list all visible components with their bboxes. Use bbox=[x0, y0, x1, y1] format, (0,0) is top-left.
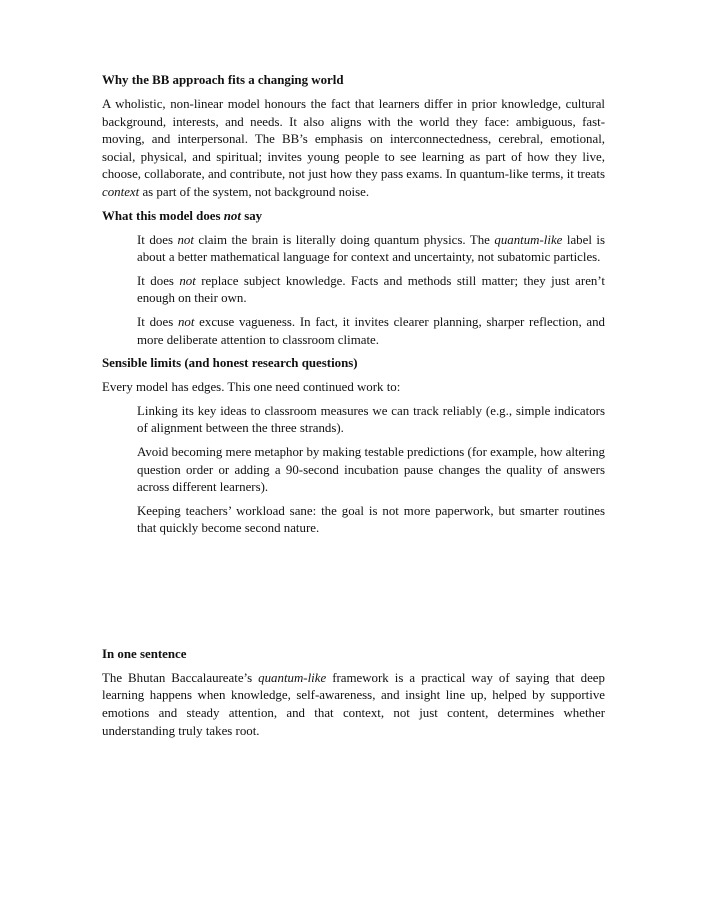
italic-not: not bbox=[179, 273, 196, 288]
text-run: It does bbox=[137, 232, 178, 247]
italic-quantum-like: quantum-like bbox=[494, 232, 563, 247]
text-run: framework is a practical way of saying that deep learning happens when knowledge, self-awareness, and insight line up, helped by supportive emotions and steady attention, and that context, not just content, determines whether understanding truly takes root. bbox=[102, 670, 605, 738]
heading-italic-not: not bbox=[223, 208, 241, 223]
paragraph-summary bbox=[102, 670, 605, 740]
list-item bbox=[137, 314, 605, 349]
list-item bbox=[137, 273, 605, 308]
text-run: It does bbox=[137, 273, 180, 288]
text-run: A wholistic, non-linear model honours the fact that learners differ in prior knowledge, cultural background, interests, and needs. It also aligns with the world they face: ambiguous, fast-moving, and interpersonal. The BB’s emphasis on interconnectedness, cerebral, emotional, social, physical, and spiritual; invites young people to see learning as part of how they live, choose, collaborate, and contribute, not just how they pass exams. In quantum-like terms, it treats bbox=[102, 97, 605, 182]
italic-not: not bbox=[177, 314, 195, 329]
list-item: Keeping teachers’ workload sane: the goal is not more paperwork, but smarter routines that quickly become second nature. bbox=[137, 503, 605, 536]
text-run: The Bhutan Baccalaureate’s bbox=[102, 670, 259, 685]
italic-context: context bbox=[102, 184, 140, 199]
paragraph-limits-intro: Every model has edges. This one need continued work to: bbox=[102, 380, 401, 395]
list-item: Avoid becoming mere metaphor by making testable predictions (for example, how altering question order or adding a 90-second incubation pause changes the quality of answers across different learners). bbox=[137, 444, 605, 495]
text-run: as part of the system, not background noise. bbox=[139, 184, 370, 199]
list-item: Linking its key ideas to classroom measures we can track reliably (e.g., simple indicators of alignment between the three strands). bbox=[137, 403, 605, 436]
italic-quantum-like: quantum-like bbox=[258, 670, 327, 685]
text-run: It does bbox=[137, 314, 178, 329]
heading-text: say bbox=[240, 208, 263, 223]
text-run: claim the brain is literally doing quantum physics. The bbox=[193, 232, 495, 247]
paragraph-bb-approach bbox=[102, 96, 605, 202]
italic-not: not bbox=[177, 232, 194, 247]
list-item bbox=[137, 232, 605, 267]
section-heading-sensible-limits: Sensible limits (and honest research questions) bbox=[102, 356, 358, 371]
section-heading-what-model-does-not-say bbox=[102, 208, 605, 226]
document-page bbox=[102, 72, 605, 746]
text-run: excuse vagueness. In fact, it invites clearer planning, sharper reflection, and more deliberate attention to classroom climate. bbox=[137, 314, 606, 347]
text-run: replace subject knowledge. Facts and methods still matter; they just aren’t enough on their own. bbox=[137, 273, 605, 306]
heading-text: What this model does bbox=[102, 208, 224, 223]
spacer bbox=[102, 544, 605, 646]
section-heading-bb-approach: Why the BB approach fits a changing world bbox=[102, 73, 344, 87]
section-heading-in-one-sentence: In one sentence bbox=[102, 646, 187, 661]
text-run: label is about a better mathematical language for context and uncertainty, not subatomic particles. bbox=[137, 232, 605, 265]
